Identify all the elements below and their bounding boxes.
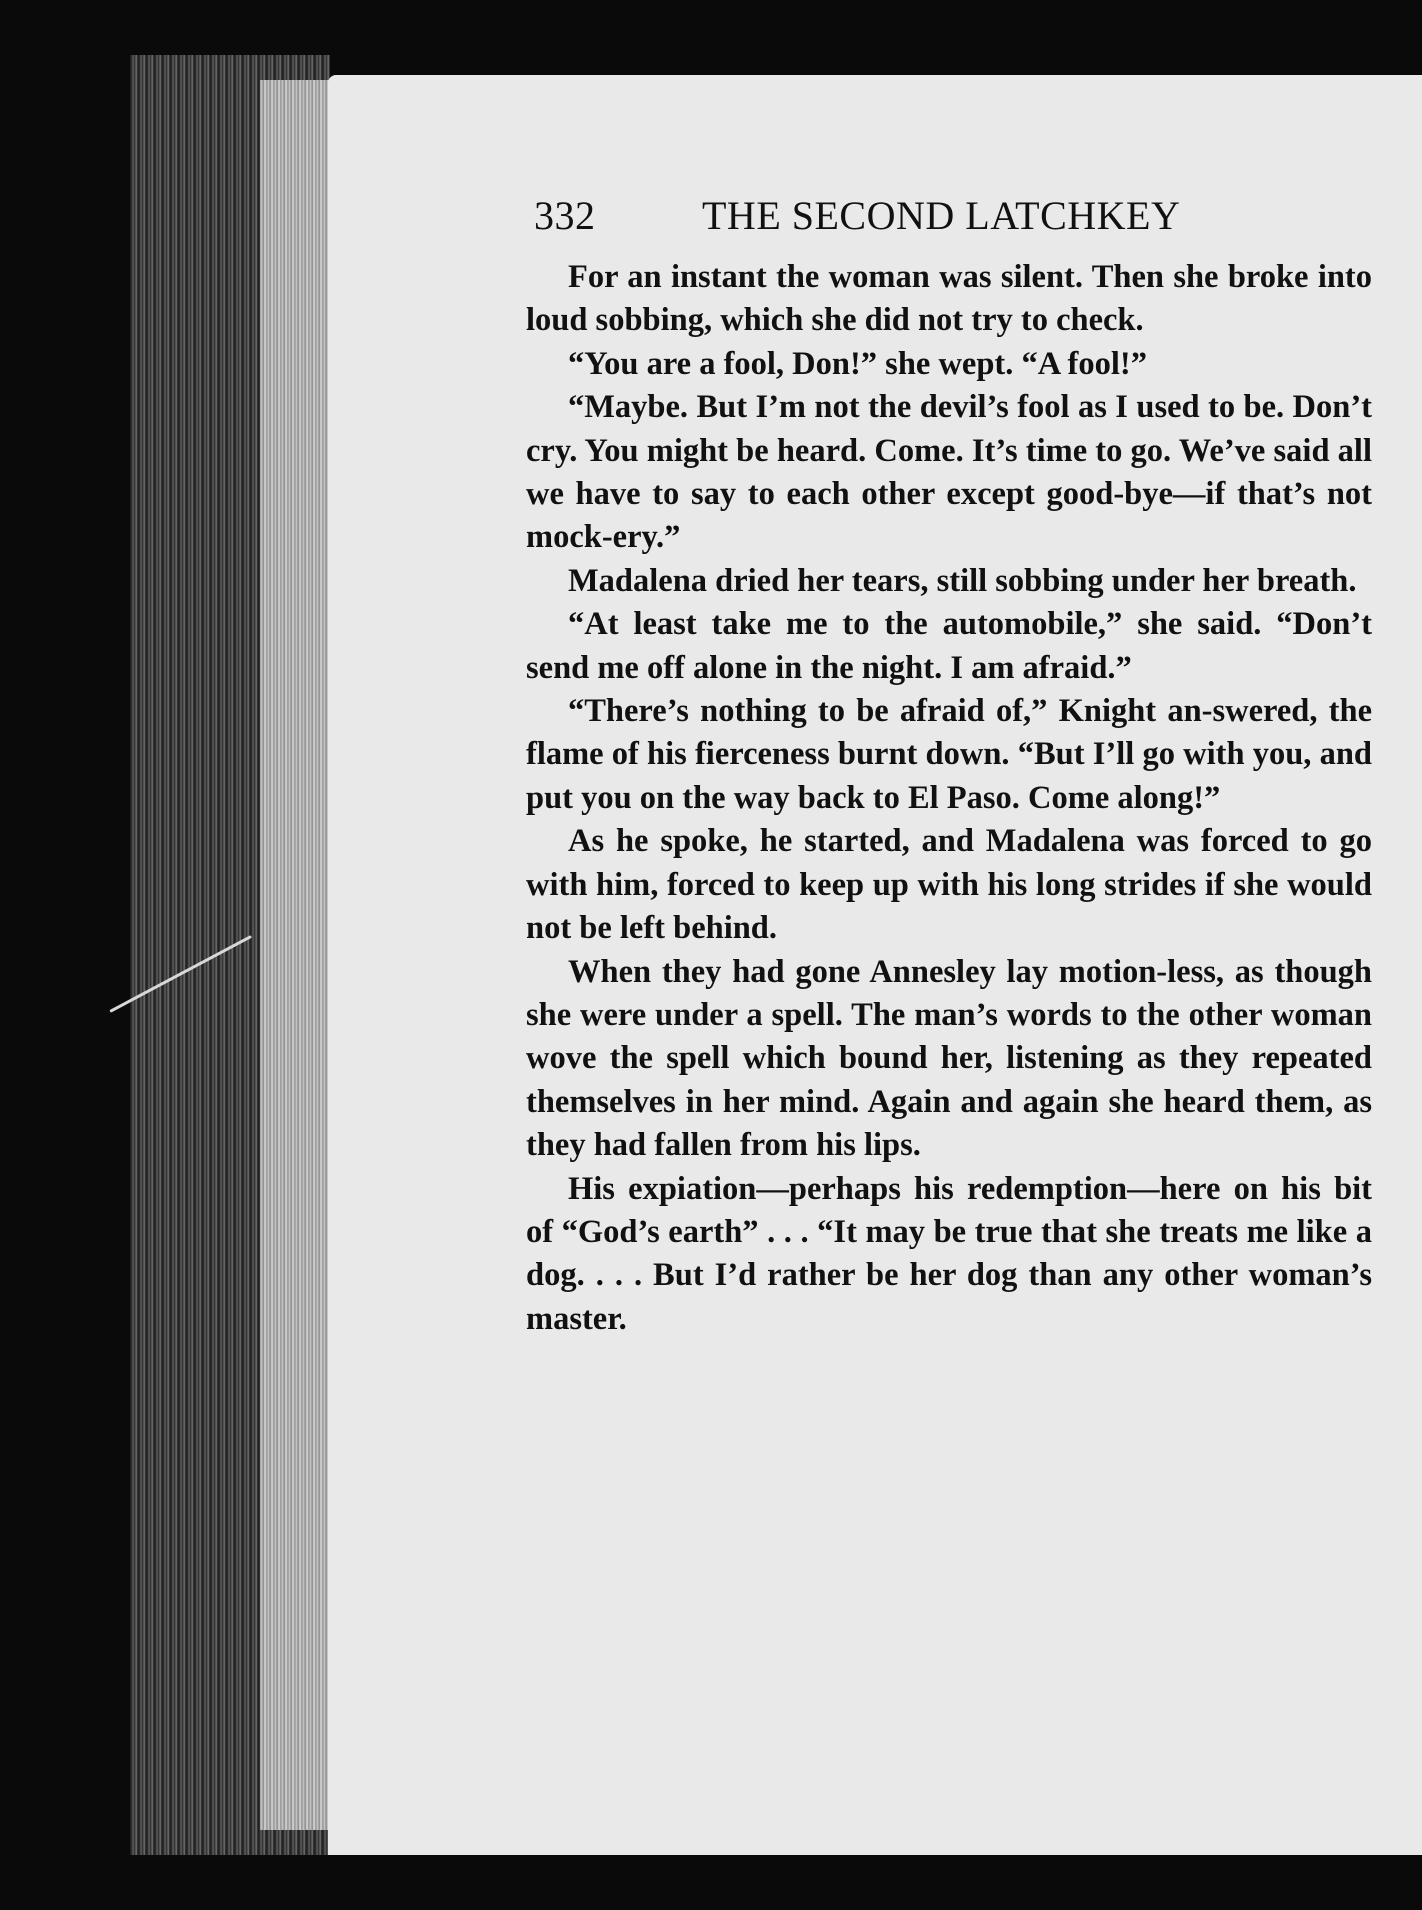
paragraph: “You are a fool, Don!” she wept. “A fool!”: [568, 345, 1147, 382]
body-text: [526, 256, 1372, 1341]
paragraph: “There’s nothing to be afraid of,” Knight an-swered, the flame of his fierceness burnt down. “But I’ll go with you, and put you on the way back to El Paso. Come along!”: [526, 693, 1372, 816]
page-number: 332: [534, 193, 596, 238]
paragraph: Madalena dried her tears, still sobbing under her breath.: [568, 562, 1357, 599]
paragraph: For an instant the woman was silent. Then she broke into loud sobbing, which she did not try to check.: [526, 259, 1372, 339]
paragraph: When they had gone Annesley lay motion-less, as though she were under a spell. The man’s words to the other woman wove the spell which bound her, listening as they repeated themselves in her mind. Again and again she heard them, as they had fallen from his lips.: [526, 953, 1372, 1164]
paragraph: “At least take me to the automobile,” she said. “Don’t send me off alone in the night. I am afraid.”: [526, 606, 1372, 686]
paragraph: As he spoke, he started, and Madalena was forced to go with him, forced to keep up with his long strides if she would not be left behind.: [526, 823, 1372, 947]
paragraph: His expiation—perhaps his redemption—here on his bit of “God’s earth” . . . “It may be true that she treats me like a dog. . . . But I’d rather be her dog than any other woman’s master.: [526, 1170, 1372, 1337]
book-page-edges-light: [260, 80, 330, 1830]
page-header: [534, 192, 1374, 242]
running-head: THE SECOND LATCHKEY: [702, 193, 1181, 238]
paragraph: “Maybe. But I’m not the devil’s fool as I used to be. Don’t cry. You might be heard. Come. It’s time to go. We’ve said all we have to say to each other except good-bye—if that’s not mock-ery.”: [526, 389, 1372, 556]
